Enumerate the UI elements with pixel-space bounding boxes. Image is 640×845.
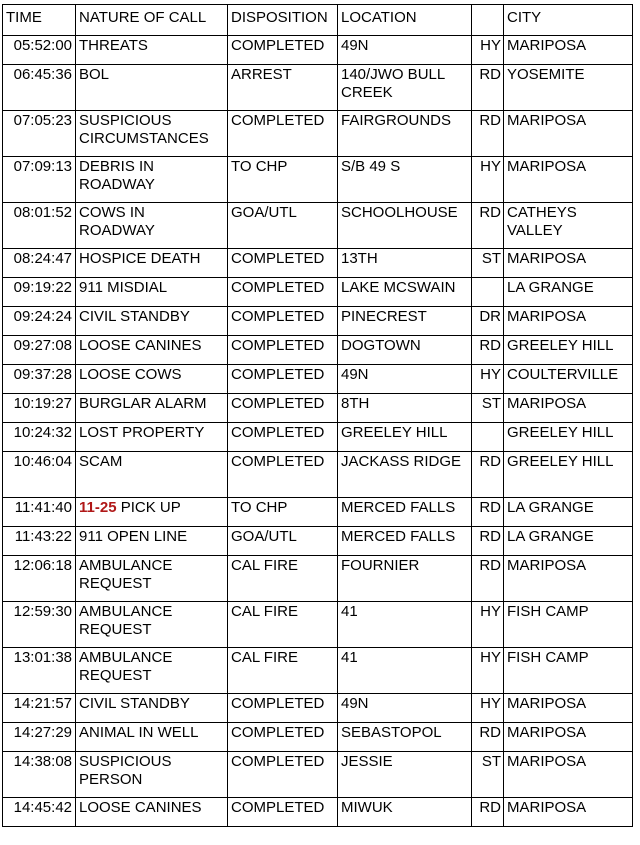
location-cell: 41 [338,648,472,694]
disposition-cell: COMPLETED [228,423,338,452]
disposition-cell: COMPLETED [228,249,338,278]
disposition-cell: COMPLETED [228,394,338,423]
time-cell: 07:09:13 [3,157,76,203]
header-city: CITY [504,5,633,36]
street-type-cell: ST [472,249,504,278]
street-type-cell [472,423,504,452]
disposition-cell: TO CHP [228,498,338,527]
street-type-cell: ST [472,394,504,423]
street-type-cell: RD [472,203,504,249]
table-row [3,249,633,278]
city-cell: MARIPOSA [504,556,633,602]
location-cell: MIWUK [338,798,472,827]
location-cell: PINECREST [338,307,472,336]
header-row [3,5,633,36]
table-row [3,798,633,827]
time-cell: 11:41:40 [3,498,76,527]
table-row [3,556,633,602]
table-row [3,278,633,307]
table-row [3,452,633,498]
table-row [3,336,633,365]
city-cell: MARIPOSA [504,157,633,203]
disposition-cell: GOA/UTL [228,203,338,249]
table-row [3,111,633,157]
time-cell: 12:06:18 [3,556,76,602]
table-row [3,365,633,394]
time-cell: 05:52:00 [3,36,76,65]
nature-cell: AMBULANCE REQUEST [76,648,228,694]
table-row [3,752,633,798]
street-type-cell: RD [472,556,504,602]
city-cell: MARIPOSA [504,723,633,752]
location-cell: FAIRGROUNDS [338,111,472,157]
city-cell: GREELEY HILL [504,336,633,365]
table-row [3,527,633,556]
time-cell: 12:59:30 [3,602,76,648]
location-cell: LAKE MCSWAIN [338,278,472,307]
disposition-cell: COMPLETED [228,452,338,498]
location-cell: 13TH [338,249,472,278]
time-cell: 14:27:29 [3,723,76,752]
nature-cell: THREATS [76,36,228,65]
nature-cell: DEBRIS IN ROADWAY [76,157,228,203]
disposition-cell: COMPLETED [228,111,338,157]
city-cell: LA GRANGE [504,527,633,556]
disposition-cell: COMPLETED [228,336,338,365]
city-cell: FISH CAMP [504,648,633,694]
time-cell: 08:24:47 [3,249,76,278]
nature-cell: ANIMAL IN WELL [76,723,228,752]
disposition-cell: GOA/UTL [228,527,338,556]
nature-cell: CIVIL STANDBY [76,694,228,723]
street-type-cell: HY [472,365,504,394]
city-cell: LA GRANGE [504,498,633,527]
city-cell: CATHEYS VALLEY [504,203,633,249]
disposition-cell: COMPLETED [228,278,338,307]
time-cell: 10:46:04 [3,452,76,498]
street-type-cell: HY [472,694,504,723]
street-type-cell: HY [472,36,504,65]
city-cell: MARIPOSA [504,36,633,65]
nature-cell: LOOSE CANINES [76,798,228,827]
street-type-cell: RD [472,498,504,527]
table-row [3,203,633,249]
time-cell: 10:19:27 [3,394,76,423]
table-row [3,498,633,527]
nature-cell: SCAM [76,452,228,498]
street-type-cell: RD [472,527,504,556]
city-cell: MARIPOSA [504,249,633,278]
location-cell: SCHOOLHOUSE [338,203,472,249]
disposition-cell: COMPLETED [228,365,338,394]
location-cell: DOGTOWN [338,336,472,365]
location-cell: FOURNIER [338,556,472,602]
nature-cell: SUSPICIOUS CIRCUMSTANCES [76,111,228,157]
table-row [3,394,633,423]
city-cell: MARIPOSA [504,394,633,423]
time-cell: 10:24:32 [3,423,76,452]
header-time: TIME [3,5,76,36]
street-type-cell: RD [472,452,504,498]
disposition-cell: CAL FIRE [228,556,338,602]
location-cell: 41 [338,602,472,648]
table-row [3,307,633,336]
nature-cell: LOOSE CANINES [76,336,228,365]
disposition-cell: COMPLETED [228,694,338,723]
time-cell: 06:45:36 [3,65,76,111]
header-nature: NATURE OF CALL [76,5,228,36]
nature-cell: 911 OPEN LINE [76,527,228,556]
time-cell: 11:43:22 [3,527,76,556]
nature-cell: LOOSE COWS [76,365,228,394]
city-cell: MARIPOSA [504,694,633,723]
nature-cell: AMBULANCE REQUEST [76,602,228,648]
nature-cell: COWS IN ROADWAY [76,203,228,249]
time-cell: 09:27:08 [3,336,76,365]
table-row [3,602,633,648]
table-row [3,36,633,65]
street-type-cell: HY [472,157,504,203]
location-cell: 49N [338,36,472,65]
nature-cell: 911 MISDIAL [76,278,228,307]
time-cell: 14:21:57 [3,694,76,723]
city-cell: FISH CAMP [504,602,633,648]
disposition-cell: TO CHP [228,157,338,203]
disposition-cell: CAL FIRE [228,602,338,648]
disposition-cell: COMPLETED [228,723,338,752]
nature-cell: HOSPICE DEATH [76,249,228,278]
street-type-cell: RD [472,723,504,752]
table-row [3,423,633,452]
location-cell: 49N [338,694,472,723]
disposition-cell: COMPLETED [228,307,338,336]
city-cell: GREELEY HILL [504,423,633,452]
city-cell: MARIPOSA [504,798,633,827]
disposition-cell: CAL FIRE [228,648,338,694]
street-type-cell: ST [472,752,504,798]
city-cell: MARIPOSA [504,307,633,336]
time-cell: 09:19:22 [3,278,76,307]
header-disposition: DISPOSITION [228,5,338,36]
header-street-type [472,5,504,36]
street-type-cell: RD [472,111,504,157]
street-type-cell: DR [472,307,504,336]
table-row [3,694,633,723]
location-cell: S/B 49 S [338,157,472,203]
location-cell: MERCED FALLS [338,498,472,527]
table-row [3,648,633,694]
location-cell: 49N [338,365,472,394]
table-row [3,723,633,752]
time-cell: 09:37:28 [3,365,76,394]
table-row [3,157,633,203]
time-cell: 08:01:52 [3,203,76,249]
header-location: LOCATION [338,5,472,36]
time-cell: 07:05:23 [3,111,76,157]
disposition-cell: COMPLETED [228,752,338,798]
city-cell: YOSEMITE [504,65,633,111]
nature-cell: AMBULANCE REQUEST [76,556,228,602]
nature-cell [76,498,228,527]
location-cell: SEBASTOPOL [338,723,472,752]
nature-cell: BOL [76,65,228,111]
location-cell: 140/JWO BULL CREEK [338,65,472,111]
nature-cell: SUSPICIOUS PERSON [76,752,228,798]
street-type-cell: HY [472,648,504,694]
street-type-cell: RD [472,336,504,365]
time-cell: 14:38:08 [3,752,76,798]
street-type-cell: RD [472,798,504,827]
location-cell: MERCED FALLS [338,527,472,556]
location-cell: GREELEY HILL [338,423,472,452]
disposition-cell: COMPLETED [228,798,338,827]
street-type-cell [472,278,504,307]
nature-text: PICK UP [116,499,181,516]
city-cell: LA GRANGE [504,278,633,307]
city-cell: COULTERVILLE [504,365,633,394]
time-cell: 09:24:24 [3,307,76,336]
table-row [3,65,633,111]
city-cell: MARIPOSA [504,752,633,798]
call-log-table [2,4,633,827]
disposition-cell: COMPLETED [228,36,338,65]
city-cell: MARIPOSA [504,111,633,157]
time-cell: 13:01:38 [3,648,76,694]
location-cell: JESSIE [338,752,472,798]
call-code: 11-25 [79,499,117,516]
street-type-cell: RD [472,65,504,111]
nature-cell: CIVIL STANDBY [76,307,228,336]
nature-cell: BURGLAR ALARM [76,394,228,423]
disposition-cell: ARREST [228,65,338,111]
nature-cell: LOST PROPERTY [76,423,228,452]
time-cell: 14:45:42 [3,798,76,827]
location-cell: JACKASS RIDGE [338,452,472,498]
street-type-cell: HY [472,602,504,648]
location-cell: 8TH [338,394,472,423]
city-cell: GREELEY HILL [504,452,633,498]
